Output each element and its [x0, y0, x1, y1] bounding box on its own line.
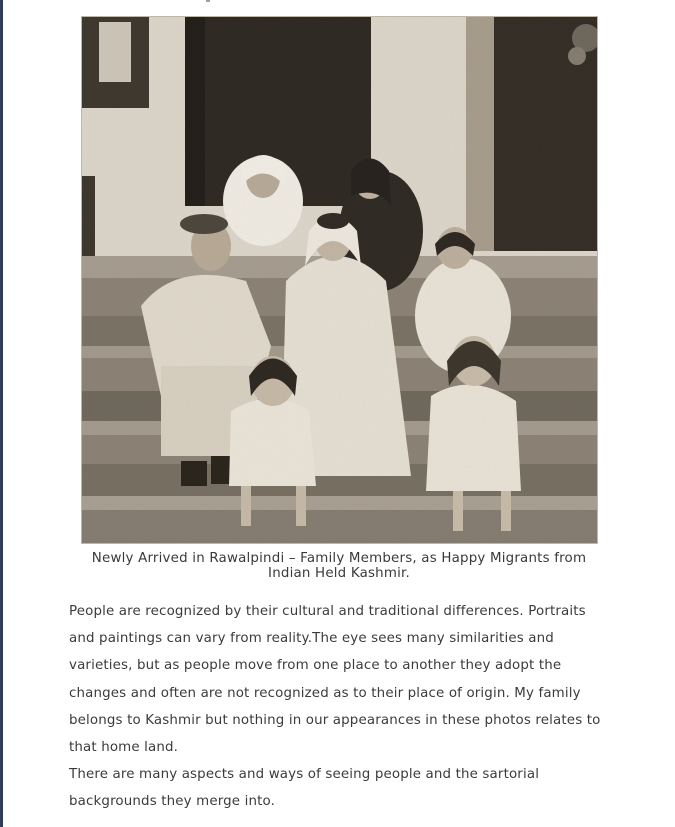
- photo-illustration: [81, 16, 598, 544]
- top-marker: [206, 0, 210, 2]
- paragraph: People are recognized by their cultural and traditional differences. Portraits and paintings can vary from reality.The eye sees many similarities and varieties, but as people move from one place to another they adopt the changes and often are not recognized as to their place of origin. My family belongs to Kashmir but nothing in our appearances in these photos relates to that home land.: [69, 604, 601, 756]
- paragraph: There are many aspects and ways of seeing people and the sartorial backgrounds they merge into.: [69, 767, 540, 810]
- family-photo: [81, 16, 598, 544]
- article-body: [69, 598, 609, 816]
- photo-caption: Newly Arrived in Rawalpindi – Family Members, as Happy Migrants from Indian Held Kashmir.: [91, 551, 587, 581]
- left-border: [0, 0, 3, 827]
